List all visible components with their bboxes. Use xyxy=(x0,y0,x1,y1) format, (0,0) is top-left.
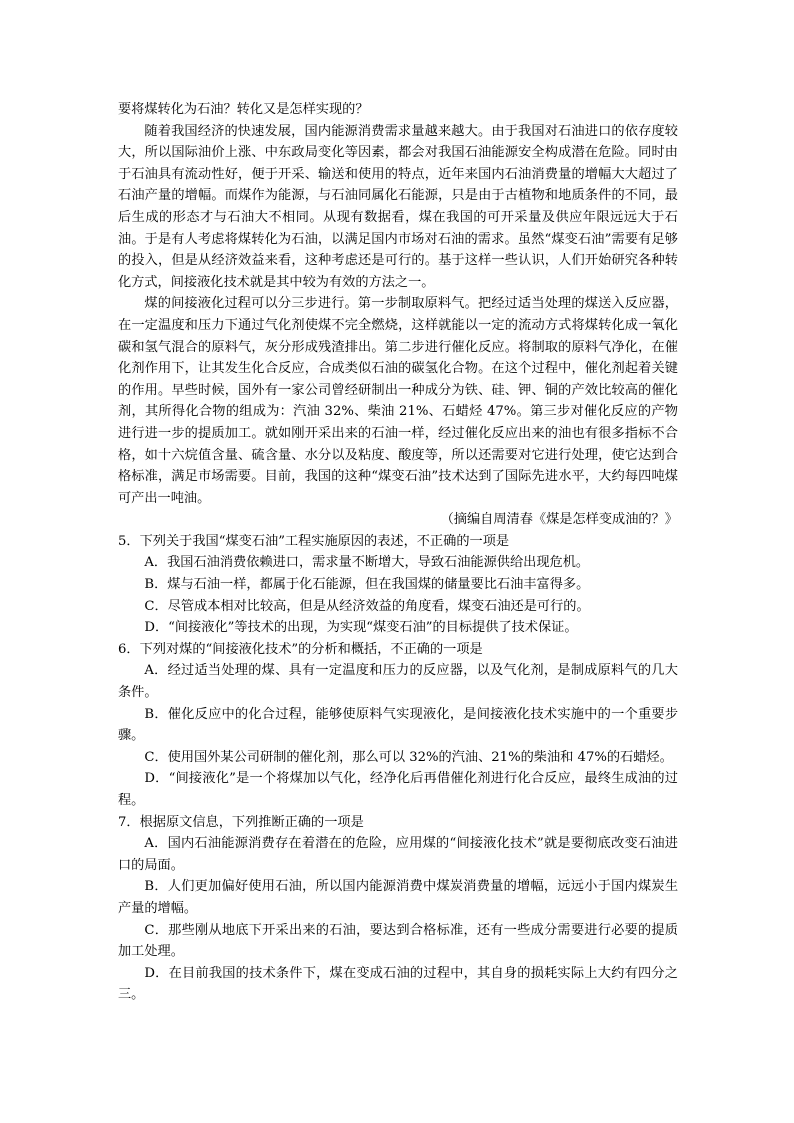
question-6 xyxy=(118,639,678,812)
question-7-option-b: B．人们更加偏好使用石油，所以国内能源消费中煤炭消费量的增幅，远远小于国内煤炭生产量的增幅。 xyxy=(118,879,678,916)
question-6-option-d: D．“间接液化”是一个将煤加以气化，经净化后再借催化剂进行化合反应，最终生成油的过程。 xyxy=(118,771,678,808)
document-page xyxy=(118,99,678,1006)
article-paragraph-2: 煤的间接液化过程可以分三步进行。第一步制取原料气。把经过适当处理的煤送入反应器，在一定温度和压力下通过气化剂使煤不完全燃烧，这样就能以一定的流动方式将煤转化成一氧化碳和氢气混合的原料气，灰分形成残渣排出。第二步进行催化反应。将制取的原料气净化，在催化剂作用下，让其发生化合反应，合成类似石油的碳氢化合物。在这个过程中，催化剂起着关键的作用。早些时候，国外有一家公司曾经研制出一种成分为铁、硅、钾、铜的产效比较高的催化剂，其所得化合物的组成为：汽油 32%、柴油 21%、石蜡烃 47%。第三步对催化反应的产物进行进一步的提质加工。就如刚开采出来的石油一样，经过催化反应出来的油也有很多指标不合格，如十六烷值含量、硫含量、水分以及粘度、酸度等，所以还需要对它进行处理，使它达到合格标准，满足市场需要。目前，我国的这种“煤变石油”技术达到了国际先进水平，大约每四吨煤可产出一吨油。 xyxy=(118,296,678,506)
question-6-stem: 6．下列对煤的“间接液化技术”的分析和概括，不正确的一项是 xyxy=(118,641,483,657)
question-5-stem: 5．下列关于我国“煤变石油”工程实施原因的表述，不正确的一项是 xyxy=(118,533,510,549)
question-5-option-c: C．尽管成本相对比较高，但是从经济效益的角度看，煤变石油还是可行的。 xyxy=(144,598,590,614)
article-title: 要将煤转化为石油？转化又是怎样实现的？ xyxy=(118,102,369,117)
question-5 xyxy=(118,531,678,639)
question-7-stem: 7．根据原文信息，下列推断正确的一项是 xyxy=(118,814,364,830)
question-7-option-a: A．国内石油能源消费存在着潜在的危险，应用煤的“间接液化技术”就是要彻底改变石油进口的局面。 xyxy=(118,836,678,873)
question-5-option-d: D．“间接液化”等技术的出现，为实现“煤变石油”的目标提供了技术保证。 xyxy=(144,620,578,636)
question-6-option-a: A．经过适当处理的煤、具有一定温度和压力的反应器，以及气化剂，是制成原料气的几大条件。 xyxy=(118,663,678,701)
question-5-option-a: A．我国石油消费依赖进口，需求量不断增大，导致石油能源供给出现危机。 xyxy=(144,555,590,571)
article-paragraph-1: 随着我国经济的快速发展，国内能源消费需求量越来越大。由于我国对石油进口的依存度较大，所以国际油价上涨、中东政局变化等因素，都会对我国石油能源安全构成潜在危险。同时由于石油具有流动性好，便于开采、输送和使用的特点，近年来国内石油消费量的增幅大大超过了石油产量的增幅。而煤作为能源，与石油同属化石能源，只是由于古植物和地质条件的不同，最后生成的形态才与石油大不相同。从现有数据看，煤在我国的可开采量及供应年限远远大于石油。于是有人考虑将煤转化为石油，以满足国内市场对石油的需求。虽然“煤变石油”需要有足够的投入，但是从经济效益来看，这种考虑还是可行的。基于这样一些认识，人们开始研究各种转化方式，间接液化技术就是其中较为有效的方法之一。 xyxy=(118,123,678,290)
question-7-option-c: C．那些刚从地底下开采出来的石油，要达到合格标准，还有一些成分需要进行必要的提质加工处理。 xyxy=(118,922,678,960)
question-6-option-c: C．使用国外某公司研制的催化剂，那么可以 32%的汽油、21%的柴油和 47%的石蜡烃。 xyxy=(144,749,673,765)
article-source: （摘编自周清春《煤是怎样变成油的？》 xyxy=(440,512,678,528)
question-7-option-d: D．在目前我国的技术条件下，煤在变成石油的过程中，其自身的损耗实际上大约有四分之三。 xyxy=(118,965,678,1003)
question-7 xyxy=(118,812,678,1006)
question-6-option-b: B．催化反应中的化合过程，能够使原料气实现液化，是间接液化技术实施中的一个重要步骤。 xyxy=(118,706,678,744)
question-5-option-b: B．煤与石油一样，都属于化石能源，但在我国煤的储量要比石油丰富得多。 xyxy=(144,577,590,593)
